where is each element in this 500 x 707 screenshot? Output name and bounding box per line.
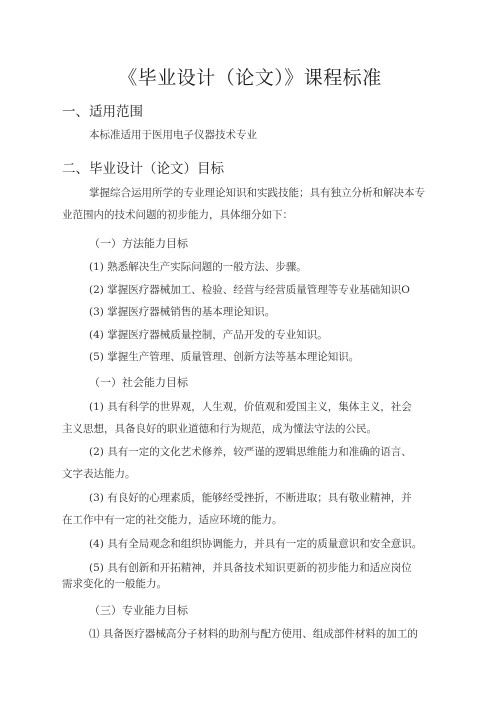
- social-item-5-line-1: (5) 具有创新和开拓精神，并具备技术知识更新的初步能力和适应岗位: [89, 562, 412, 574]
- goals-intro-line-2: 业范围内的技术问题的初步能力，具体细分如下：: [62, 209, 293, 221]
- method-item-4: (4) 掌握医疗器械质量控制，产品开发的专业知识。: [89, 329, 328, 341]
- scope-body: 本标准适用于医用电子仪器技术专业: [89, 129, 257, 141]
- method-item-5: (5) 掌握生产管理、质量管理、创新方法等基本理论知识。: [89, 351, 360, 363]
- section-heading-scope: 一、适用范围: [62, 104, 143, 120]
- social-item-1-line-1: (1) 具有科学的世界观，人生观，价值观和爱国主义，集体主义，社会: [89, 401, 412, 413]
- subheading-social-ability: （一）社会能力目标: [89, 376, 188, 389]
- goals-intro-line-1: 掌握综合运用所学的专业理论知识和实践技能；具有独立分析和解决本专: [89, 187, 425, 199]
- social-item-2-line-2: 文字表达能力。: [62, 468, 136, 480]
- method-item-2: (2) 掌握医疗器械加工、检验、经营与经营质量管理等专业基础知识O: [89, 284, 410, 296]
- method-item-3: (3) 掌握医疗器械销售的基本理论知识。: [89, 306, 276, 318]
- social-item-2-line-1: (2) 具有一定的文化艺术修养，较严谨的逻辑思维能力和准确的语言、: [89, 446, 412, 458]
- subheading-method-ability: （一）方法能力目标: [89, 237, 188, 250]
- social-item-4: (4) 具有全局观念和组织协调能力，并具有一定的质量意识和安全意识。: [89, 538, 423, 550]
- social-item-5-line-2: 需求变化的一般能力。: [62, 578, 167, 590]
- method-item-1: (1) 熟悉解决生产实际问题的一般方法、步骤。: [89, 261, 307, 273]
- social-item-3-line-2: 在工作中有一定的社交能力，适应环境的能力。: [62, 514, 283, 526]
- document-title: 《毕业设计（论文）》课程标准: [118, 67, 382, 89]
- social-item-3-line-1: (3) 有良好的心理素质，能够经受挫折，不断进取；具有敬业精神，并: [89, 492, 412, 504]
- section-heading-goals: 二、毕业设计（论文）目标: [62, 161, 224, 177]
- social-item-1-line-2: 主义思想，具备良好的职业道德和行为规范，成为懂法守法的公民。: [62, 423, 377, 435]
- professional-item-1-line-1: ⑴ 具备医疗器械高分子材料的助剂与配方使用、组成部件材料的加工的: [89, 628, 418, 640]
- subheading-professional-ability: （三）专业能力目标: [89, 604, 188, 617]
